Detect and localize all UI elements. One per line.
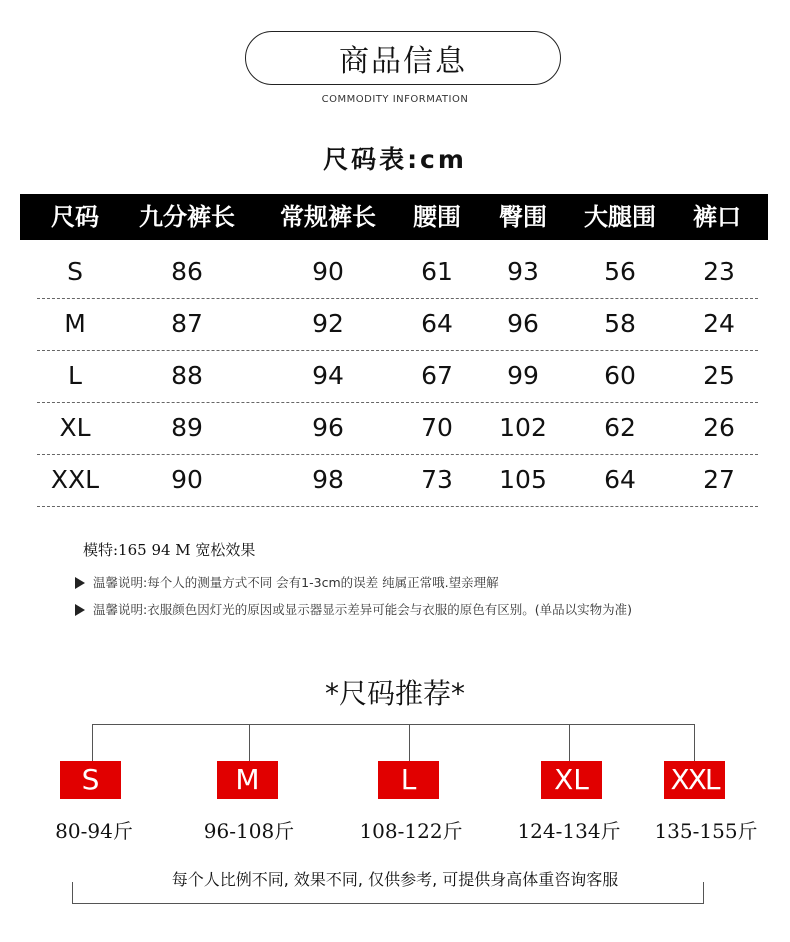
measurement-cell: 90 [171, 465, 203, 494]
section-subtitle: COMMODITY INFORMATION [321, 94, 469, 105]
connector-line [409, 724, 410, 761]
measurement-cell: 89 [171, 413, 203, 442]
measurement-cell: 87 [171, 309, 203, 338]
measurement-cell: 25 [703, 361, 735, 390]
connector-line [569, 724, 570, 761]
measurement-cell: 61 [421, 257, 453, 286]
table-row [37, 246, 758, 299]
column-header: 臀围 [499, 203, 547, 231]
note-text: 温馨说明:衣服颜色因灯光的原因或显示器显示差异可能会与衣服的原色有区别。(单品以实物为准) [93, 602, 632, 617]
table-row [37, 298, 758, 351]
size-cell: XL [59, 413, 91, 442]
size-badge-m: M [217, 761, 278, 799]
measurement-cell: 60 [604, 361, 636, 390]
triangle-bullet-icon [75, 577, 85, 589]
measurement-cell: 99 [507, 361, 539, 390]
measurement-cell: 67 [421, 361, 453, 390]
measurement-cell: 98 [312, 465, 344, 494]
measurement-cell: 90 [312, 257, 344, 286]
measurement-cell: 27 [703, 465, 735, 494]
size-badge-s: S [60, 761, 121, 799]
weight-range: 108-122斤 [359, 819, 463, 843]
size-cell: L [68, 361, 82, 390]
measurement-cell: 58 [604, 309, 636, 338]
note-item [75, 600, 632, 618]
size-table-header [20, 194, 768, 240]
measurement-cell: 73 [421, 465, 453, 494]
size-cell: XXL [50, 465, 100, 494]
column-header: 大腿围 [584, 203, 656, 231]
measurement-cell: 86 [171, 257, 203, 286]
weight-range: 80-94斤 [55, 819, 133, 843]
measurement-cell: 26 [703, 413, 735, 442]
recommendation-footer-note: 每个人比例不同, 效果不同, 仅供参考, 可提供身高体重咨询客服 [171, 870, 619, 889]
column-header: 九分裤长 [139, 203, 235, 231]
note-item [75, 573, 499, 591]
weight-range: 96-108斤 [203, 819, 295, 843]
section-title-pill [245, 31, 561, 85]
connector-line [249, 724, 250, 761]
measurement-cell: 105 [499, 465, 547, 494]
note-text: 温馨说明:每个人的测量方式不同 会有1-3cm的误差 纯属正常哦.望亲理解 [93, 575, 499, 590]
measurement-cell: 96 [312, 413, 344, 442]
measurement-cell: 64 [421, 309, 453, 338]
connector-line [92, 724, 694, 725]
measurement-cell: 70 [421, 413, 453, 442]
measurement-cell: 92 [312, 309, 344, 338]
column-header: 腰围 [413, 203, 461, 231]
connector-line [694, 724, 695, 761]
measurement-cell: 23 [703, 257, 735, 286]
connector-line [92, 724, 93, 761]
measurement-cell: 102 [499, 413, 547, 442]
bracket-line [72, 882, 704, 904]
measurement-cell: 88 [171, 361, 203, 390]
measurement-cell: 64 [604, 465, 636, 494]
measurement-cell: 56 [604, 257, 636, 286]
measurement-cell: 93 [507, 257, 539, 286]
section-title: 商品信息 [339, 44, 467, 79]
recommendation-title: *尺码推荐* [324, 677, 465, 710]
measurement-cell: 62 [604, 413, 636, 442]
size-badge-l: L [378, 761, 439, 799]
column-header: 裤口 [693, 203, 741, 231]
measurement-cell: 96 [507, 309, 539, 338]
weight-range: 135-155斤 [654, 819, 758, 843]
size-badge-xxl: XXL [664, 761, 725, 799]
weight-range: 124-134斤 [517, 819, 621, 843]
table-row [37, 402, 758, 455]
measurement-cell: 94 [312, 361, 344, 390]
model-info: 模特:165 94 M 宽松效果 [83, 541, 256, 559]
column-header: 尺码 [51, 203, 99, 231]
triangle-bullet-icon [75, 604, 85, 616]
column-header: 常规裤长 [280, 203, 376, 231]
size-chart-title: 尺码表:cm [323, 145, 467, 174]
size-cell: S [67, 257, 83, 286]
table-row [37, 454, 758, 507]
size-cell: M [64, 309, 86, 338]
measurement-cell: 24 [703, 309, 735, 338]
size-badge-xl: XL [541, 761, 602, 799]
table-row [37, 350, 758, 403]
